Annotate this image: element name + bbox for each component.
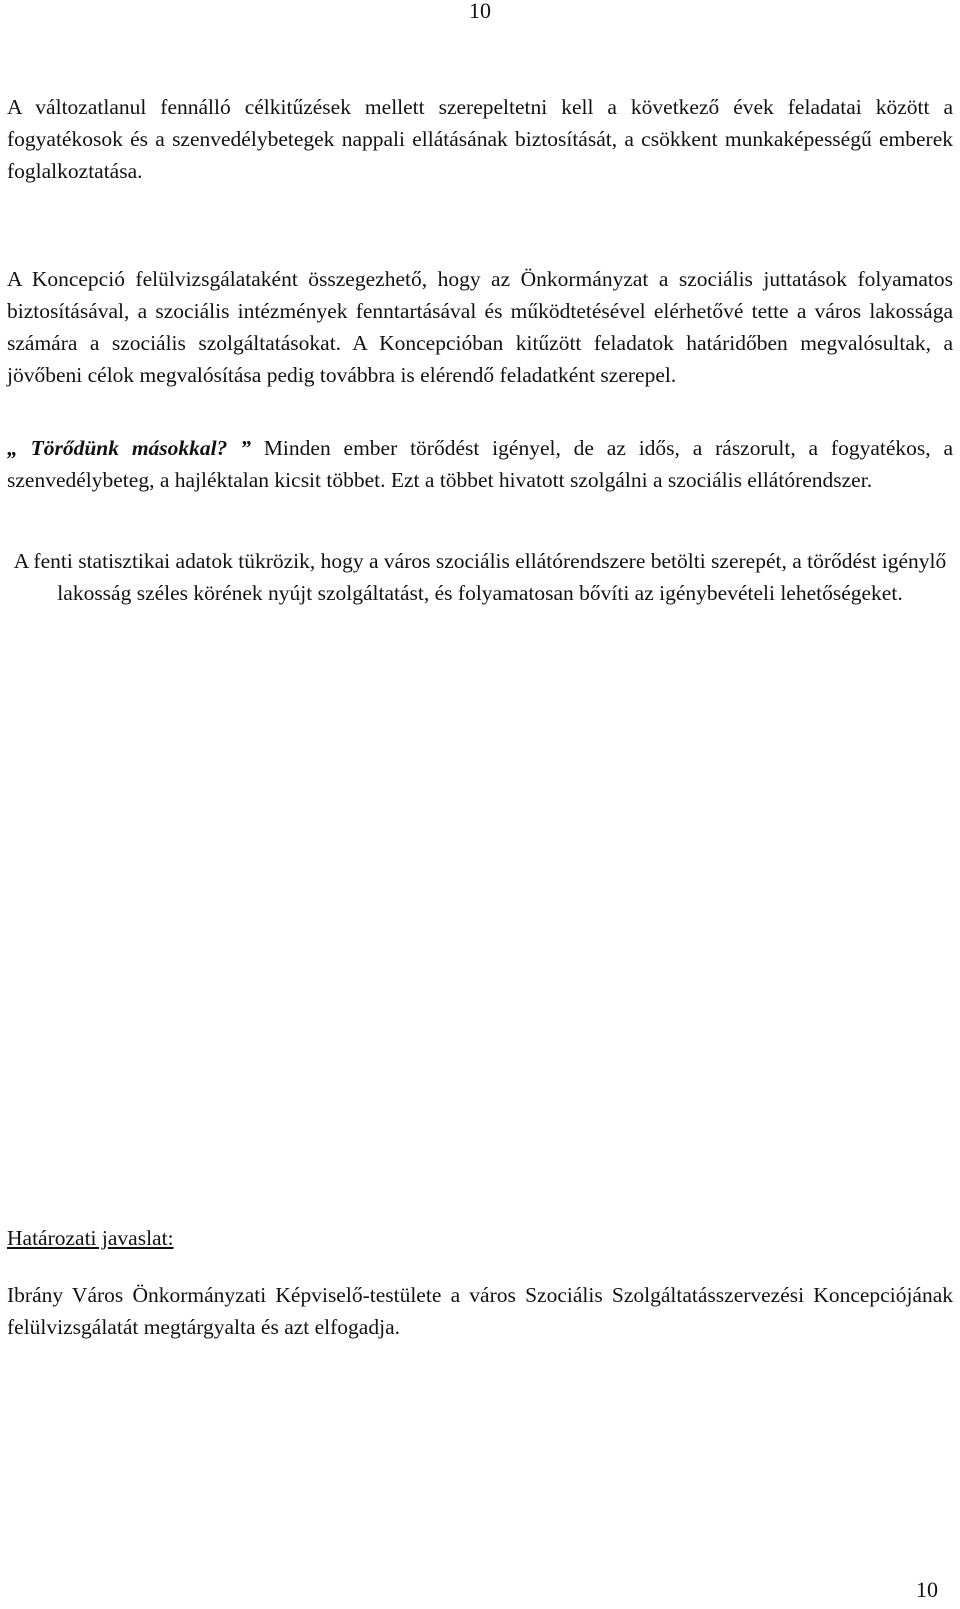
resolution-text: Ibrány Város Önkormányzati Képviselő-testülete a város Szociális Szolgáltatásszervezési Koncepciójának felülvizsgálatát megtárgyalta és azt elfogadja.: [7, 1283, 953, 1339]
page-number-bottom: 10: [916, 1577, 938, 1602]
page-number-top: 10: [469, 0, 491, 23]
paragraph-objectives: A változatlanul fennálló célkitűzések mellett szerepeltetni kell a következő évek feladatai között a fogyatékosok és a szenvedélybetegek nappali ellátásának biztosítását, a csökkent munkaképességű emberek foglalkoztatása.: [7, 95, 953, 183]
paragraph-concept-review: A Koncepció felülvizsgálataként összegezhető, hogy az Önkormányzat a szociális juttatások folyamatos biztosításával, a szociális intézmények fenntartásával és működtetésével elérhetővé tette a város lakossága számára a szociális szolgáltatásokat. A Koncepcióban kitűzött feladatok határidőben megvalósultak, a jövőbeni célok megvalósítása pedig továbbra is elérendő feladatként szerepel.: [7, 267, 953, 387]
caring-slogan: „ Törődünk másokkal? ”: [7, 436, 251, 460]
caring-body: Minden ember törődést igényel, de az idős, a rászorult, a fogyatékos, a szenvedélybeteg, a hajléktalan kicsit többet. Ezt a többet hivatott szolgálni a szociális ellátórendszer.: [7, 436, 953, 492]
resolution-heading: Határozati javaslat:: [7, 1226, 174, 1250]
paragraph-statistics-summary: A fenti statisztikai adatok tükrözik, hogy a város szociális ellátórendszere betölti szerepét, a törődést igénylő lakosság széles körének nyújt szolgáltatást, és folyamatosan bővíti az igénybevételi lehetőségeket.: [13, 549, 947, 605]
paragraph-caring: [7, 432, 953, 496]
